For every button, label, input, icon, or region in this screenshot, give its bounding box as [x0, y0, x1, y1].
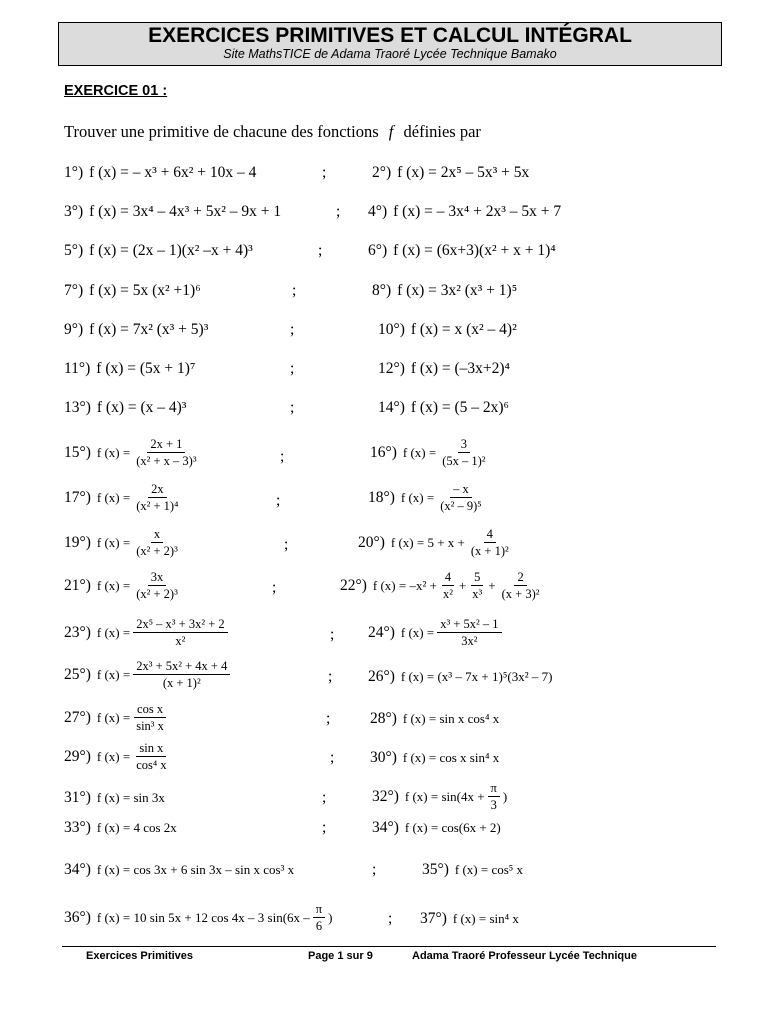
- exercise-item-1: [64, 164, 256, 182]
- item-lhs: f (x) =: [96, 445, 131, 460]
- item-expression: f (x) = cos⁵ x: [454, 862, 524, 877]
- denominator: (x + 1)²: [470, 544, 509, 558]
- exercise-item-22: [340, 570, 546, 602]
- item-number: 23°): [64, 624, 91, 641]
- denominator: sin³ x: [136, 719, 164, 733]
- exercise-item-11: [64, 360, 195, 378]
- fraction: [133, 570, 181, 602]
- fraction: [488, 781, 500, 813]
- item-separator: ;: [328, 668, 333, 685]
- item-rhs: ): [328, 910, 333, 925]
- item-number: 16°): [370, 444, 397, 461]
- item-expression: f (x) = (6x+3)(x² + x + 1)⁴: [393, 242, 556, 259]
- fraction: [133, 659, 230, 691]
- numerator: x: [151, 527, 163, 543]
- exercise-item-26: [368, 668, 552, 686]
- numerator: 2: [514, 570, 526, 586]
- exercise-item-29: [64, 741, 173, 773]
- item-expression: f (x) = cos 3x + 6 sin 3x – sin x cos³ x: [96, 862, 295, 877]
- exercise-item-12: [378, 360, 510, 378]
- item-expression: f (x) = (x – 4)³: [96, 399, 187, 416]
- item-number: 37°): [420, 910, 447, 927]
- item-expression: f (x) = (5x + 1)⁷: [96, 360, 196, 377]
- item-expression: f (x) = cos x sin⁴ x: [402, 750, 500, 765]
- numerator: 4: [484, 527, 496, 543]
- fraction: [133, 527, 181, 559]
- denominator: (x² + 2)³: [136, 587, 178, 601]
- item-separator: ;: [330, 626, 335, 643]
- item-expression: f (x) = 7x² (x³ + 5)³: [89, 321, 209, 338]
- intro-variable: f: [388, 122, 394, 141]
- item-number: 17°): [64, 489, 91, 506]
- footer-author: Adama Traoré Professeur Lycée Technique: [412, 950, 637, 962]
- denominator: x³: [472, 587, 483, 601]
- item-number: 7°): [64, 282, 84, 299]
- exercise-item-30: [370, 749, 499, 767]
- denominator: 6: [315, 919, 323, 933]
- denominator: cos⁴ x: [136, 758, 167, 772]
- denominator: (x² – 9)⁵: [440, 499, 482, 513]
- exercise-item-18: [368, 482, 488, 514]
- item-number: 10°): [378, 321, 405, 338]
- denominator: x²: [175, 634, 186, 648]
- item-expression: f (x) = sin 3x: [96, 790, 165, 805]
- numerator: cos x: [134, 702, 166, 718]
- item-number: 3°): [64, 203, 84, 220]
- item-number: 27°): [64, 709, 91, 726]
- item-expression: f (x) = (x³ – 7x + 1)⁵(3x² – 7): [400, 669, 553, 684]
- numerator: 2x: [148, 482, 167, 498]
- denominator: x²: [442, 587, 453, 601]
- exercise-item-13: [64, 399, 186, 417]
- item-separator: ;: [280, 448, 285, 465]
- item-number: 4°): [368, 203, 388, 220]
- item-number: 29°): [64, 748, 91, 765]
- exercise-item-21: [64, 570, 184, 602]
- item-expression: f (x) = 4 cos 2x: [96, 820, 177, 835]
- item-number: 20°): [358, 534, 385, 551]
- item-separator: ;: [322, 789, 327, 806]
- header-box: [58, 22, 722, 66]
- intro-text-before: Trouver une primitive de chacune des fonctions: [64, 122, 379, 141]
- plus-sign: +: [458, 578, 467, 593]
- footer-left: Exercices Primitives: [86, 950, 194, 962]
- page-title: EXERCICES PRIMITIVES ET CALCUL INTÉGRAL: [148, 24, 632, 47]
- item-separator: ;: [372, 861, 377, 878]
- exercise-item-19: [64, 527, 184, 559]
- item-number: 24°): [368, 624, 395, 641]
- item-expression: f (x) = – 3x⁴ + 2x³ – 5x + 7: [393, 203, 562, 220]
- item-number: 19°): [64, 534, 91, 551]
- item-number: 8°): [372, 282, 392, 299]
- item-expression: f (x) = (–3x+2)⁴: [410, 360, 510, 377]
- exercise-item-34b: [64, 861, 294, 879]
- numerator: 2x⁵ – x³ + 3x² + 2: [133, 617, 227, 633]
- item-expression: f (x) = 3x⁴ – 4x³ + 5x² – 9x + 1: [89, 203, 282, 220]
- fraction: [313, 902, 325, 934]
- item-separator: ;: [322, 164, 327, 181]
- item-separator: ;: [326, 710, 331, 727]
- fraction: [469, 570, 485, 602]
- denominator: (x² + 1)⁴: [136, 499, 179, 513]
- item-separator: ;: [284, 536, 289, 553]
- numerator: 3x: [148, 570, 167, 586]
- numerator: 5: [471, 570, 483, 586]
- exercise-item-10: [378, 321, 517, 339]
- item-expression: f (x) = cos(6x + 2): [404, 820, 501, 835]
- item-number: 33°): [64, 819, 91, 836]
- item-lhs: f (x) = –x² +: [372, 578, 437, 593]
- item-separator: ;: [336, 203, 341, 220]
- fraction: [437, 482, 484, 514]
- numerator: – x: [450, 482, 472, 498]
- denominator: 3x²: [461, 634, 478, 648]
- exercise-item-37: [420, 910, 519, 928]
- item-number: 36°): [64, 909, 91, 926]
- item-lhs: f (x) =: [400, 625, 435, 640]
- fraction: [133, 702, 167, 734]
- item-number: 31°): [64, 789, 91, 806]
- item-lhs: f (x) =: [96, 490, 131, 505]
- page-subtitle: Site MathsTICE de Adama Traoré Lycée Technique Bamako: [223, 47, 557, 61]
- item-lhs: f (x) =: [96, 667, 131, 682]
- numerator: 3: [458, 437, 470, 453]
- item-number: 26°): [368, 668, 395, 685]
- intro-text-after: définies par: [403, 122, 481, 141]
- denominator: (x + 3)²: [501, 587, 540, 601]
- exercise-heading: EXERCICE 01 :: [64, 83, 168, 99]
- item-lhs: f (x) =: [400, 490, 435, 505]
- item-lhs: f (x) = sin(4x +: [404, 789, 485, 804]
- footer-divider: [62, 946, 716, 947]
- exercise-item-24: [368, 617, 505, 649]
- exercise-item-7: [64, 282, 201, 300]
- item-separator: ;: [388, 910, 393, 927]
- exercise-item-20: [358, 527, 515, 559]
- item-number: 15°): [64, 444, 91, 461]
- item-number: 34°): [372, 819, 399, 836]
- item-number: 22°): [340, 577, 367, 594]
- exercise-item-14: [378, 399, 509, 417]
- exercise-item-5: [64, 242, 253, 260]
- exercise-item-34a: [372, 819, 501, 837]
- item-separator: ;: [330, 749, 335, 766]
- item-lhs: f (x) =: [96, 710, 131, 725]
- denominator: (5x – 1)²: [442, 454, 486, 468]
- item-number: 1°): [64, 164, 84, 181]
- numerator: 2x + 1: [147, 437, 185, 453]
- exercise-item-28: [370, 710, 499, 728]
- fraction: [437, 617, 501, 649]
- exercise-item-16: [370, 437, 492, 469]
- fraction: [468, 527, 512, 559]
- item-number: 34°): [64, 861, 91, 878]
- item-number: 21°): [64, 577, 91, 594]
- item-separator: ;: [292, 282, 297, 299]
- item-number: 9°): [64, 321, 84, 338]
- exercise-intro: [64, 122, 481, 142]
- item-rhs: ): [502, 789, 508, 804]
- denominator: (x² + 2)³: [136, 544, 178, 558]
- item-expression: f (x) = sin⁴ x: [452, 911, 519, 926]
- exercise-item-35: [422, 861, 523, 879]
- exercise-item-17: [64, 482, 184, 514]
- exercise-item-27: [64, 702, 170, 734]
- item-expression: f (x) = 5x (x² +1)⁶: [89, 282, 201, 299]
- item-number: 32°): [372, 788, 399, 805]
- fraction: [133, 482, 181, 514]
- item-expression: f (x) = – x³ + 6x² + 10x – 4: [89, 164, 257, 181]
- item-expression: f (x) = (2x – 1)(x² –x + 4)³: [89, 242, 253, 259]
- numerator: π: [313, 902, 325, 918]
- footer-page-number: Page 1 sur 9: [308, 950, 373, 962]
- fraction: [133, 437, 199, 469]
- exercise-item-32: [372, 781, 507, 813]
- numerator: 4: [442, 570, 454, 586]
- fraction: [440, 570, 456, 602]
- item-separator: ;: [318, 242, 323, 259]
- exercise-item-8: [372, 282, 517, 300]
- item-number: 11°): [64, 360, 91, 377]
- item-separator: ;: [290, 360, 295, 377]
- fraction: [499, 570, 543, 602]
- exercise-item-9: [64, 321, 208, 339]
- plus-sign: +: [488, 578, 496, 593]
- item-expression: f (x) = (5 – 2x)⁶: [410, 399, 509, 416]
- item-separator: ;: [290, 321, 295, 338]
- item-separator: ;: [290, 399, 295, 416]
- item-expression: f (x) = sin x cos⁴ x: [402, 711, 500, 726]
- item-number: 13°): [64, 399, 91, 416]
- item-number: 28°): [370, 710, 397, 727]
- fraction: [133, 741, 169, 773]
- denominator: (x² + x – 3)³: [136, 454, 197, 468]
- item-number: 2°): [372, 164, 392, 181]
- item-expression: f (x) = 2x⁵ – 5x³ + 5x: [397, 164, 530, 181]
- item-separator: ;: [276, 492, 281, 509]
- numerator: 2x³ + 5x² + 4x + 4: [133, 659, 230, 675]
- item-number: 18°): [368, 489, 395, 506]
- item-lhs: f (x) =: [96, 578, 131, 593]
- item-number: 25°): [64, 666, 91, 683]
- item-expression: f (x) = x (x² – 4)²: [410, 321, 517, 338]
- numerator: π: [488, 781, 500, 797]
- item-number: 30°): [370, 749, 397, 766]
- item-lhs: f (x) =: [402, 445, 437, 460]
- item-number: 5°): [64, 242, 84, 259]
- item-expression: f (x) = 3x² (x³ + 1)⁵: [397, 282, 518, 299]
- numerator: sin x: [136, 741, 166, 757]
- item-lhs: f (x) = 5 + x +: [390, 535, 465, 550]
- exercise-item-36: [64, 902, 332, 934]
- item-lhs: f (x) =: [96, 535, 131, 550]
- exercise-item-15: [64, 437, 203, 469]
- item-number: 6°): [368, 242, 388, 259]
- exercise-item-25: [64, 659, 233, 691]
- item-lhs: f (x) = 10 sin 5x + 12 cos 4x – 3 sin(6x –: [96, 910, 310, 925]
- item-separator: ;: [322, 819, 327, 836]
- denominator: (x + 1)²: [162, 676, 201, 690]
- item-lhs: f (x) =: [96, 749, 131, 764]
- exercise-item-33: [64, 819, 177, 837]
- item-number: 12°): [378, 360, 405, 377]
- item-number: 35°): [422, 861, 449, 878]
- exercise-item-6: [368, 242, 556, 260]
- fraction: [133, 617, 227, 649]
- fraction: [439, 437, 488, 469]
- exercise-item-31: [64, 789, 165, 807]
- item-separator: ;: [272, 579, 277, 596]
- item-number: 14°): [378, 399, 405, 416]
- item-lhs: f (x) =: [96, 625, 131, 640]
- exercise-item-2: [372, 164, 529, 182]
- denominator: 3: [490, 798, 497, 812]
- exercise-item-23: [64, 617, 231, 649]
- exercise-item-4: [368, 203, 561, 221]
- exercise-item-3: [64, 203, 281, 221]
- numerator: x³ + 5x² – 1: [437, 617, 501, 633]
